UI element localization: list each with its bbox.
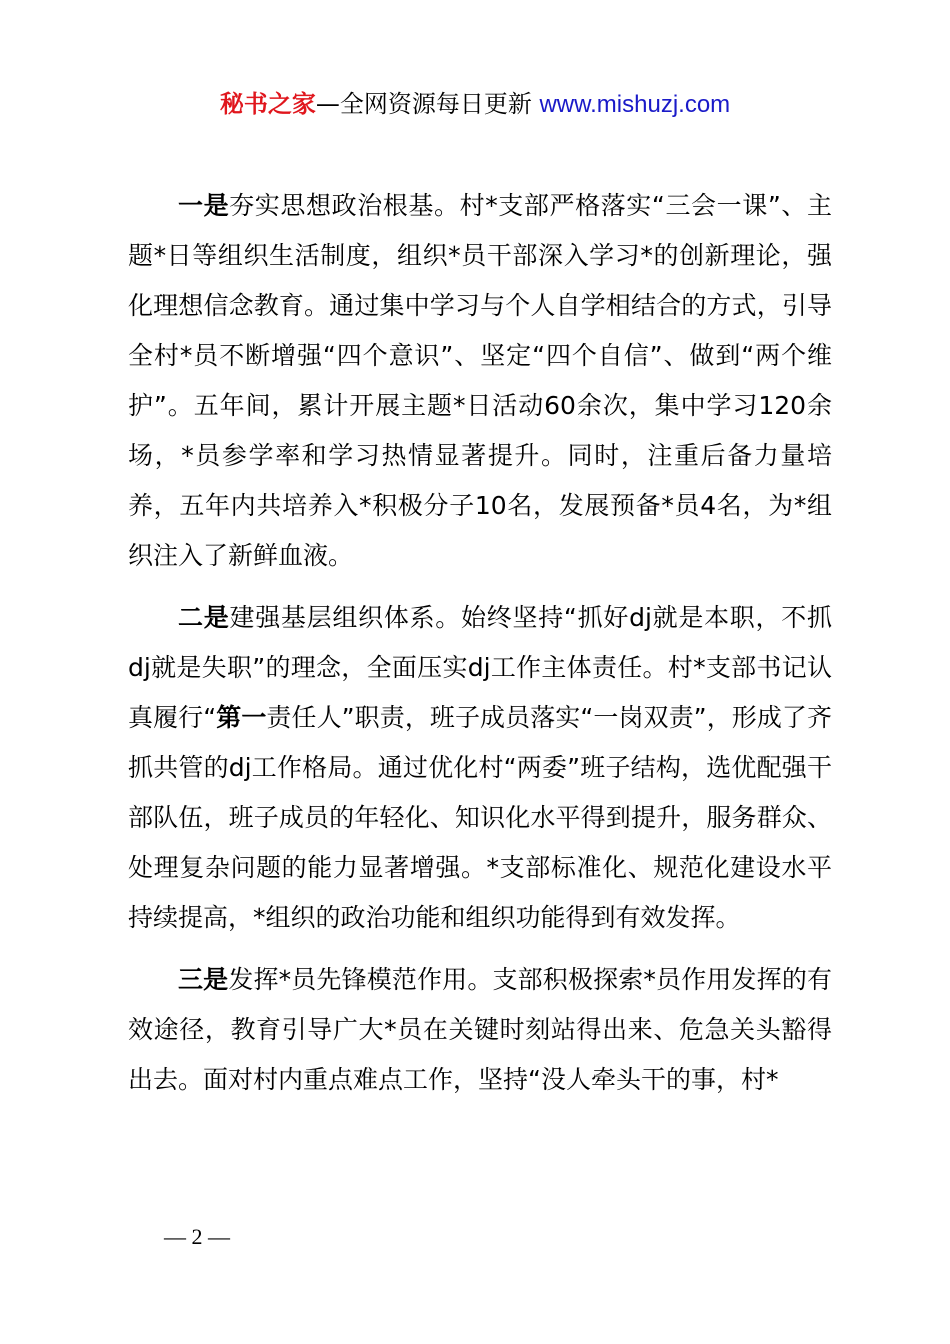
paragraph-3 (128, 955, 832, 1105)
site-brand: 秘书之家 (219, 90, 316, 118)
paragraph-2-emphasis: 第一 (216, 703, 267, 732)
paragraph-1-text: 夯实思想政治根基。村*支部严格落实“三会一课”、主题*日等组织生活制度，组织*员干部深入学习*的创新理论，强化理想信念教育。通过集中学习与个人自学相结合的方式，引导全村*员不断增强“四个意识”、坚定“四个自信”、做到“两个维护”。五年间，累计开展主题*日活动60余次，集中学习120余场，*员参学率和学习热情显著提升。同时，注重后备力量培养，五年内共培养入*积极分子10名，发展预备*员4名，为*组织注入了新鲜血液。 (128, 191, 832, 570)
site-tagline: —全网资源每日更新 (315, 90, 540, 118)
paragraph-2 (128, 593, 832, 943)
site-url-link[interactable]: www.mishuzj.com (539, 91, 731, 118)
paragraph-2-lead: 二是 (178, 603, 230, 632)
paragraph-3-text: 发挥*员先锋模范作用。支部积极探索*员作用发挥的有效途径，教育引导广大*员在关键时刻站得出来、危急关头豁得出去。面对村内重点难点工作，坚持“没人牵头干的事，村* (128, 965, 832, 1094)
paragraph-2-text-a: 建强基层组织体系。始终坚持“抓好dj就是本职，不抓dj就是失职”的理念，全面压实dj工作主体责任。村*支部书记认真履行“ (128, 603, 832, 732)
site-banner (0, 86, 950, 123)
paragraph-2-text-b: 责任人”职责，班子成员落实“一岗双责”，形成了齐抓共管的dj工作格局。通过优化村“两委”班子结构，选优配强干部队伍，班子成员的年轻化、知识化水平得到提升，服务群众、处理复杂问题的能力显著增强。*支部标准化、规范化建设水平持续提高，*组织的政治功能和组织功能得到有效发挥。 (128, 703, 833, 932)
paragraph-3-lead: 三是 (178, 965, 229, 994)
document-body (128, 181, 832, 1117)
paragraph-1 (128, 181, 832, 581)
paragraph-1-lead: 一是 (178, 191, 230, 220)
page-number: — 2 — (164, 1224, 230, 1249)
